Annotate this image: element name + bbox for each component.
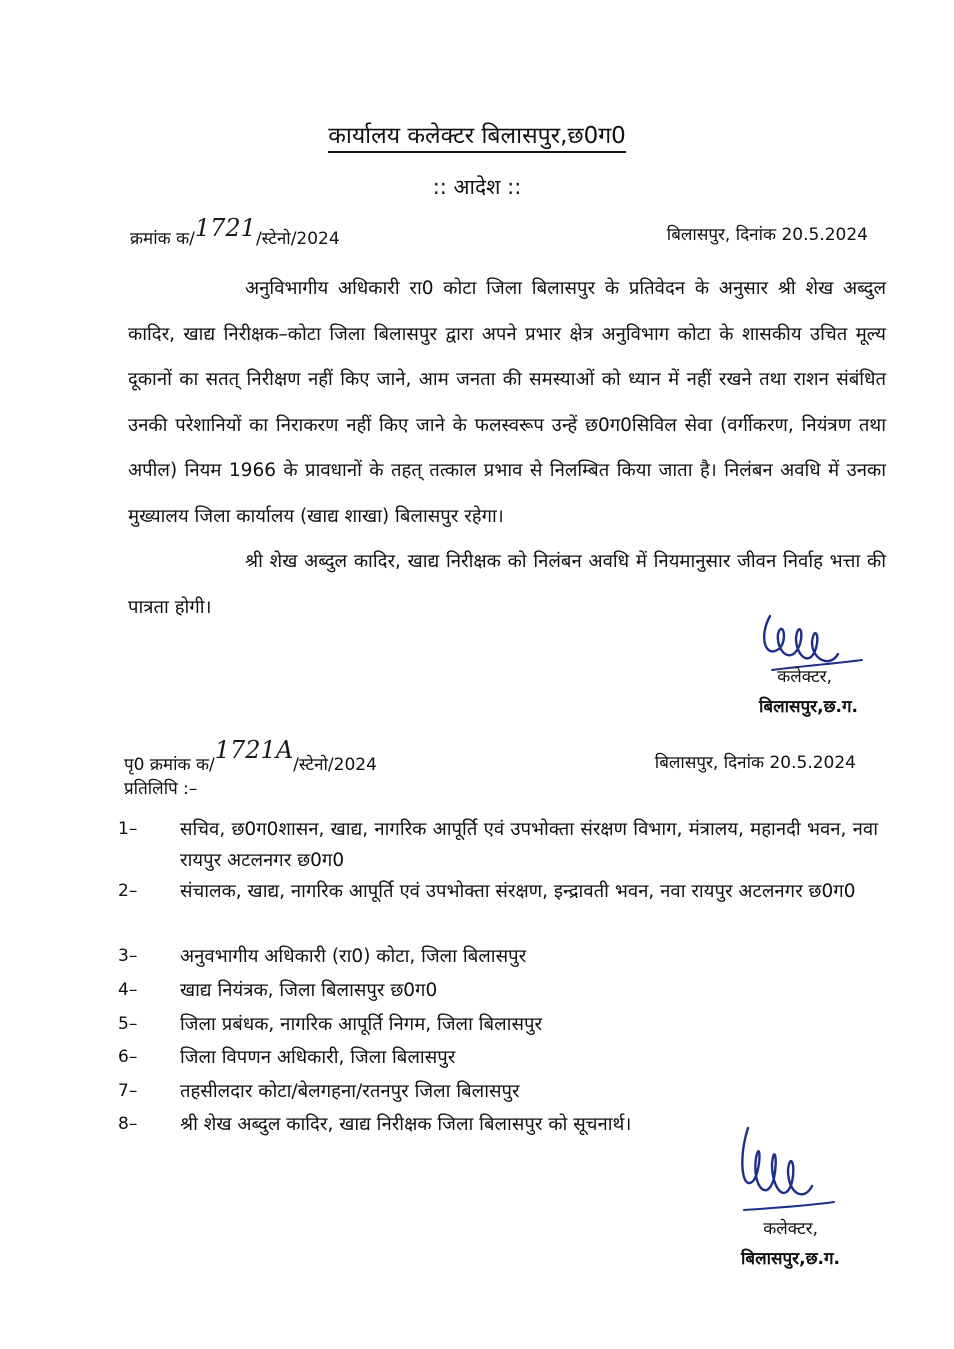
endorsement-ref-suffix: /स्टेनो/2024 xyxy=(293,755,377,775)
order-body xyxy=(128,266,886,630)
copy-item-text: अनुवभागीय अधिकारी (रा0) कोटा, जिला बिलासपुर xyxy=(180,946,527,967)
order-paragraph-1: अनुविभागीय अधिकारी रा0 कोटा जिला बिलासपुर के प्रतिवेदन के अनुसार श्री शेख अब्दुल कादिर, खाद्य निरीक्षक–कोटा जिला बिलासपुर द्वारा अपने प्रभार क्षेत्र अनुविभाग कोटा के शासकीय उचित मूल्य दूकानों का सतत् निरीक्षण नहीं किए जाने, आम जनता की समस्याओं को ध्यान में नहीं रखने तथा राशन संबंधित उनकी परेशानियों का निराकरण नहीं किए जाने के फलस्वरूप उन्हें छ0ग0सिविल सेवा (वर्गीकरण, नियंत्रण तथा अपील) नियम 1966 के प्रावधानों के तहत् तत्काल प्रभाव से निलम्बित किया जाता है। निलंबन अवधि में उनका मुख्यालय जिला कार्यालय (खाद्य शाखा) बिलासपुर रहेगा। xyxy=(128,278,886,527)
copy-heading: प्रतिलिपि :– xyxy=(124,779,198,799)
signature-2-designation: कलेक्टर, xyxy=(763,1219,818,1239)
order-heading: :: आदेश :: xyxy=(432,175,522,199)
signature-2-place: बिलासपुर,छ.ग. xyxy=(740,1249,840,1269)
copy-item-text: सचिव, छ0ग0शासन, खाद्य, नागरिक आपूर्ति एवं उपभोक्ता संरक्षण विभाग, मंत्रालय, महानदी भवन, नवा रायपुर अटलनगर छ0ग0 xyxy=(180,819,878,871)
collector-signature-2 xyxy=(730,1118,840,1228)
copy-item-text: खाद्य नियंत्रक, जिला बिलासपुर छ0ग0 xyxy=(180,980,438,1001)
order-paragraph-2: श्री शेख अब्दुल कादिर, खाद्य निरीक्षक को निलंबन अवधि में नियमानुसार जीवन निर्वाह भत्ता की पात्रता होगी। xyxy=(128,551,886,618)
endorsement-place-date: बिलासपुर, दिनांक 20.5.2024 xyxy=(654,753,856,773)
copy-item-text: श्री शेख अब्दुल कादिर, खाद्य निरीक्षक जिला बिलासपुर को सूचनार्थ। xyxy=(180,1114,632,1135)
copy-item-text: तहसीलदार कोटा/बेलगहना/रतनपुर जिला बिलासपुर xyxy=(180,1081,520,1102)
order-place-date: बिलासपुर, दिनांक 20.5.2024 xyxy=(666,225,868,245)
copy-item-number: 3– xyxy=(118,946,138,966)
copy-item xyxy=(118,876,878,938)
copy-item-number: 2– xyxy=(118,881,138,901)
order-ref-suffix: /स्टेनो/2024 xyxy=(255,229,340,249)
signature-1-designation: कलेक्टर, xyxy=(777,667,832,687)
copy-item-number: 6– xyxy=(118,1047,138,1067)
copy-item-number: 5– xyxy=(118,1014,138,1034)
copy-item-number: 7– xyxy=(118,1081,138,1101)
order-number-handwritten: 1721 xyxy=(194,214,256,242)
copy-item-text: संचालक, खाद्य, नागरिक आपूर्ति एवं उपभोक्ता संरक्षण, इन्द्रावती भवन, नवा रायपुर अटलनगर छ0ग0 xyxy=(180,881,856,902)
endorsement-reference xyxy=(124,736,464,776)
copy-item-text: जिला प्रबंधक, नागरिक आपूर्ति निगम, जिला बिलासपुर xyxy=(180,1014,543,1035)
copy-item-text: जिला विपणन अधिकारी, जिला बिलासपुर xyxy=(180,1047,456,1068)
copy-item-number: 4– xyxy=(118,980,138,1000)
order-reference xyxy=(130,214,430,250)
order-ref-prefix: क्रमांक क/ xyxy=(130,229,195,249)
copy-item xyxy=(118,814,878,876)
copy-item-number: 1– xyxy=(118,819,138,839)
office-title: कार्यालय कलेक्टर बिलासपुर,छ0ग0 xyxy=(0,118,954,150)
endorsement-number-handwritten: 1721A xyxy=(214,736,294,764)
copy-item-number: 8– xyxy=(118,1114,138,1134)
endorsement-ref-prefix: पृ0 क्रमांक क/ xyxy=(124,755,215,775)
signature-1-place: बिलासपुर,छ.ग. xyxy=(758,697,858,717)
